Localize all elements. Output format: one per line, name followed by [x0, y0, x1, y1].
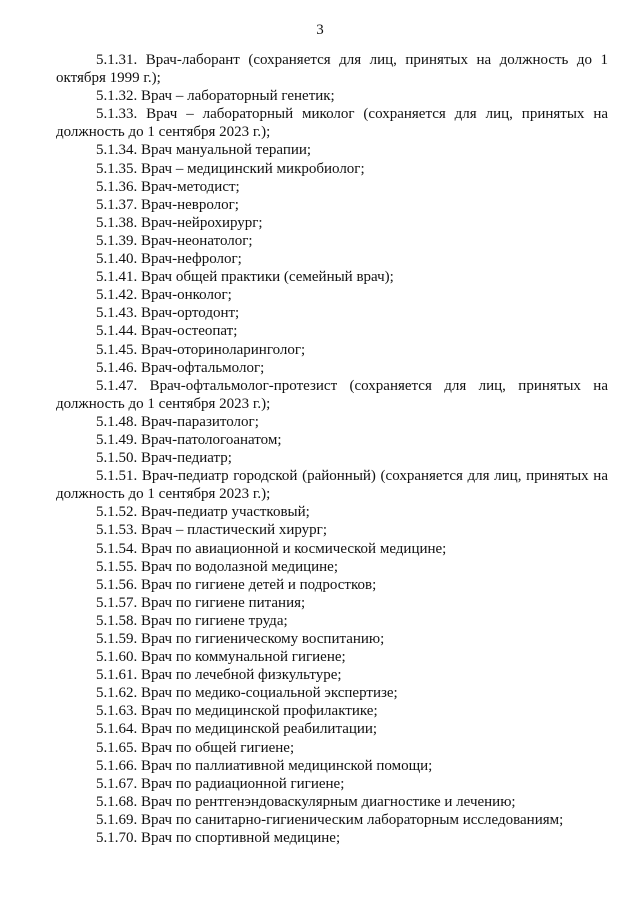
list-item [56, 105, 608, 141]
list-item [56, 684, 608, 702]
list-item [56, 87, 608, 105]
item-number: 5.1.45. [96, 341, 138, 358]
list-item [56, 178, 608, 196]
item-number: 5.1.47. [96, 377, 138, 394]
list-item [56, 630, 608, 648]
item-number: 5.1.59. [96, 631, 138, 647]
item-number: 5.1.46. [96, 359, 138, 376]
item-text: Врач – медицинский микробиолог; [141, 160, 365, 177]
item-text: Врач по санитарно-гигиеническим лабораторным исследованиям; [141, 811, 564, 828]
list-item [56, 720, 608, 738]
item-number: 5.1.31. [96, 52, 138, 68]
list-item [56, 413, 608, 431]
item-text: Врач-ортодонт; [141, 305, 240, 322]
list-item [56, 666, 608, 684]
item-text: Врач по лечебной физкультуре; [141, 667, 342, 684]
list-item [56, 467, 608, 503]
item-text: Врач-неонатолог; [141, 232, 253, 249]
list-item [56, 196, 608, 214]
item-number: 5.1.38. [96, 214, 138, 231]
list-item [56, 775, 608, 793]
list-item [56, 594, 608, 612]
item-number: 5.1.69. [96, 811, 138, 828]
item-number: 5.1.50. [96, 450, 138, 467]
item-text: Врач-остеопат; [141, 323, 238, 340]
item-text: Врач-невролог; [141, 196, 239, 213]
item-number: 5.1.48. [96, 413, 138, 430]
item-number: 5.1.58. [96, 612, 138, 629]
list-item [56, 558, 608, 576]
item-number: 5.1.39. [96, 232, 138, 249]
list-item [56, 214, 608, 232]
item-number: 5.1.62. [96, 685, 138, 702]
item-text: Врач по медицинской профилактике; [141, 703, 378, 720]
item-number: 5.1.57. [96, 594, 138, 611]
item-number: 5.1.34. [96, 142, 138, 159]
list-item [56, 503, 608, 521]
item-number: 5.1.51. [96, 468, 138, 485]
item-text: Врач-паразитолог; [141, 413, 259, 430]
item-number: 5.1.54. [96, 540, 138, 557]
item-number: 5.1.52. [96, 504, 138, 521]
item-number: 5.1.55. [96, 558, 138, 575]
list-item [56, 757, 608, 775]
item-text: Врач по авиационной и космической медицине; [141, 540, 447, 557]
item-text: Врач общей практики (семейный врач); [141, 269, 394, 286]
item-text: Врач по медицинской реабилитации; [141, 721, 378, 738]
item-text: Врач по медико-социальной экспертизе; [141, 685, 398, 702]
item-number: 5.1.37. [96, 196, 138, 213]
document-body [56, 51, 608, 847]
list-item [56, 431, 608, 449]
item-number: 5.1.32. [96, 88, 138, 105]
item-text: Врач-патологоанатом; [141, 431, 282, 448]
list-item [56, 576, 608, 594]
item-number: 5.1.68. [96, 793, 138, 810]
item-text: Врач-методист; [141, 178, 240, 195]
item-number: 5.1.44. [96, 323, 138, 340]
item-number: 5.1.65. [96, 739, 138, 756]
item-text: Врач – лабораторный миколог (сохраняется для лиц, принятых на должность до 1 сентября 2023 г.); [56, 106, 608, 141]
item-text: Врач – лабораторный генетик; [141, 88, 335, 105]
item-text: Врач по радиационной гигиене; [141, 775, 345, 792]
item-number: 5.1.64. [96, 721, 138, 738]
list-item [56, 521, 608, 539]
item-text: Врач по общей гигиене; [141, 739, 295, 756]
item-number: 5.1.60. [96, 649, 138, 666]
item-number: 5.1.42. [96, 287, 138, 304]
item-number: 5.1.40. [96, 251, 138, 268]
item-text: Врач мануальной терапии; [141, 142, 312, 159]
list-item [56, 612, 608, 630]
list-item [56, 160, 608, 178]
item-text: Врач-педиатр; [141, 450, 232, 467]
item-number: 5.1.36. [96, 178, 138, 195]
item-text: Врач-педиатр городской (районный) (сохраняется для лиц, принятых на должность до 1 сентября 2023 г.); [56, 468, 608, 503]
item-text: Врач-офтальмолог-протезист (сохраняется для лиц, принятых на должность до 1 сентября 2023 г.); [56, 377, 608, 412]
item-text: Врач по коммунальной гигиене; [141, 649, 346, 666]
list-item [56, 449, 608, 467]
list-item [56, 268, 608, 286]
list-item [56, 322, 608, 340]
list-item [56, 304, 608, 322]
item-text: Врач по гигиене труда; [141, 612, 288, 629]
item-number: 5.1.41. [96, 269, 138, 286]
item-text: Врач – пластический хирург; [141, 522, 327, 539]
item-text: Врач по рентгенэндоваскулярным диагностике и лечению; [141, 793, 516, 810]
list-item [56, 702, 608, 720]
item-text: Врач-лаборант (сохраняется для лиц, принятых на должность до 1 октября 1999 г.); [56, 52, 608, 87]
item-number: 5.1.49. [96, 431, 138, 448]
item-number: 5.1.35. [96, 160, 138, 177]
list-item [56, 793, 608, 811]
item-number: 5.1.33. [96, 106, 138, 123]
item-text: Врач по гигиене питания; [141, 594, 306, 611]
item-text: Врач по гигиене детей и подростков; [141, 576, 377, 593]
list-item [56, 232, 608, 250]
list-item [56, 341, 608, 359]
list-item [56, 540, 608, 558]
list-item [56, 286, 608, 304]
item-text: Врач-педиатр участковый; [141, 504, 310, 521]
item-number: 5.1.66. [96, 757, 138, 774]
list-item [56, 829, 608, 847]
item-number: 5.1.56. [96, 576, 138, 593]
item-number: 5.1.67. [96, 775, 138, 792]
item-text: Врач-оториноларинголог; [141, 341, 306, 358]
item-number: 5.1.63. [96, 703, 138, 720]
item-number: 5.1.43. [96, 305, 138, 322]
list-item [56, 739, 608, 757]
item-text: Врач-нейрохирург; [141, 214, 263, 231]
list-item [56, 141, 608, 159]
item-text: Врач по спортивной медицине; [141, 830, 341, 847]
item-number: 5.1.61. [96, 667, 138, 684]
item-text: Врач-нефролог; [141, 251, 242, 268]
item-text: Врач по водолазной медицине; [141, 558, 339, 575]
page-number: 3 [316, 22, 324, 38]
list-item [56, 811, 608, 829]
list-item [56, 377, 608, 413]
list-item [56, 648, 608, 666]
item-number: 5.1.70. [96, 830, 138, 847]
list-item [56, 250, 608, 268]
list-item [56, 51, 608, 87]
item-number: 5.1.53. [96, 522, 138, 539]
list-item [56, 359, 608, 377]
item-text: Врач по паллиативной медицинской помощи; [141, 757, 433, 774]
item-text: Врач по гигиеническому воспитанию; [141, 631, 385, 647]
item-text: Врач-офтальмолог; [141, 359, 265, 376]
item-text: Врач-онколог; [141, 287, 232, 304]
